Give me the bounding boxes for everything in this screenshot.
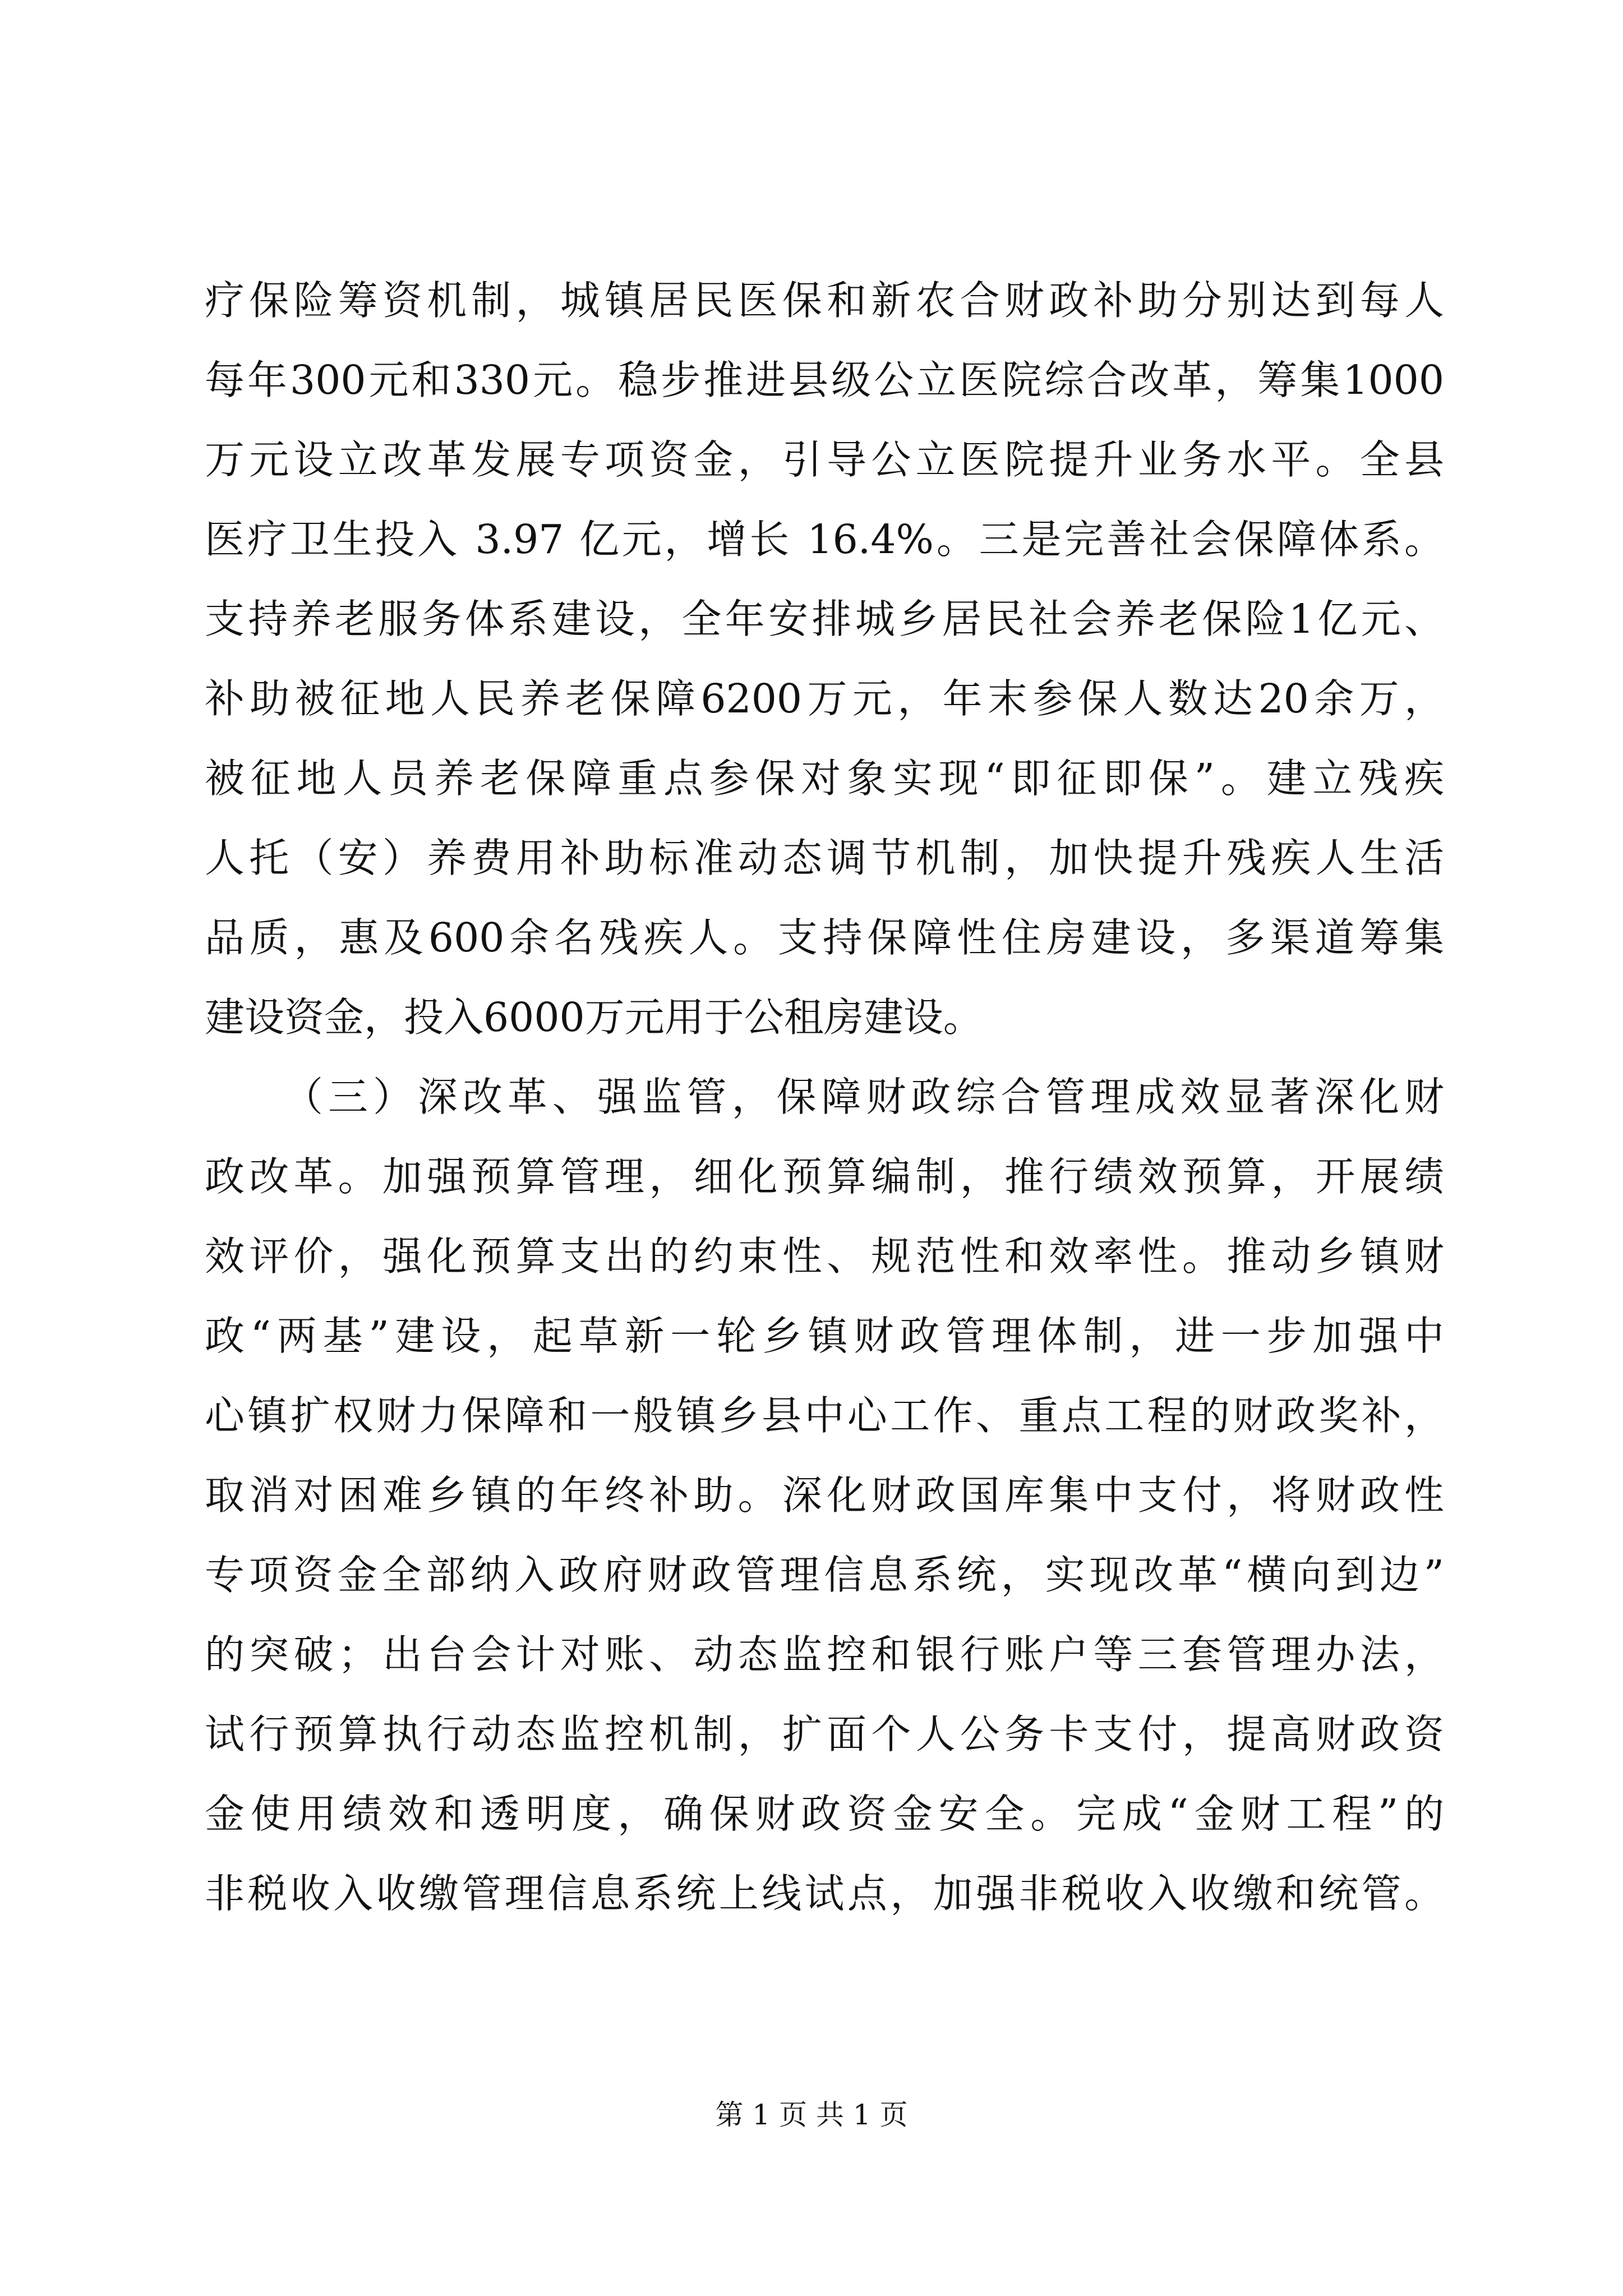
section-heading-line: （三）深改革、强监管，保障财政综合管理成效显著深化财: [283, 1074, 1444, 1120]
text-line: 政“两基”建设，起草新一轮乡镇财政管理体制，进一步加强中: [205, 1313, 1444, 1359]
text-line: 非税收入收缴管理信息系统上线试点，加强非税收入收缴和统管。: [205, 1870, 1444, 1917]
text-line: 的突破；出台会计对账、动态监控和银行账户等三套管理办法，: [205, 1631, 1444, 1678]
text-line: 政改革。加强预算管理，细化预算编制，推行绩效预算，开展绩: [205, 1153, 1444, 1200]
text-line: 品质，惠及600余名残疾人。支持保障性住房建设，多渠道筹集: [205, 914, 1444, 961]
text-line: 专项资金全部纳入政府财政管理信息系统，实现改革“横向到边”: [205, 1552, 1444, 1598]
document-body: [205, 261, 1444, 1934]
text-line: 万元设立改革发展专项资金，引导公立医院提升业务水平。全县: [205, 436, 1444, 483]
text-line: 心镇扩权财力保障和一般镇乡县中心工作、重点工程的财政奖补，: [205, 1392, 1444, 1439]
text-line: 医疗卫生投入 3.97 亿元，增长 16.4%。三是完善社会保障体系。: [205, 516, 1444, 563]
text-line: 金使用绩效和透明度，确保财政资金安全。完成“金财工程”的: [205, 1791, 1444, 1837]
page-footer: 第 1 页 共 1 页: [715, 2099, 908, 2131]
text-line: 试行预算执行动态监控机制，扩面个人公务卡支付，提高财政资: [205, 1711, 1444, 1757]
text-line: 每年300元和330元。稳步推进县级公立医院综合改革，筹集1000: [205, 357, 1444, 403]
text-line: 支持养老服务体系建设，全年安排城乡居民社会养老保险1亿元、: [205, 596, 1444, 642]
text-line: 效评价，强化预算支出的约束性、规范性和效率性。推动乡镇财: [205, 1233, 1444, 1280]
text-line: 补助被征地人民养老保障6200万元，年末参保人数达20余万，: [205, 675, 1444, 722]
text-line: 人托（安）养费用补助标准动态调节机制，加快提升残疾人生活: [205, 835, 1444, 881]
text-line: 取消对困难乡镇的年终补助。深化财政国库集中支付，将财政性: [205, 1472, 1444, 1519]
text-line: 建设资金，投入6000万元用于公租房建设。: [205, 994, 983, 1041]
text-line: 被征地人员养老保障重点参保对象实现“即征即保”。建立残疾: [205, 755, 1444, 802]
text-line: 疗保险筹资机制，城镇居民医保和新农合财政补助分别达到每人: [205, 277, 1444, 324]
